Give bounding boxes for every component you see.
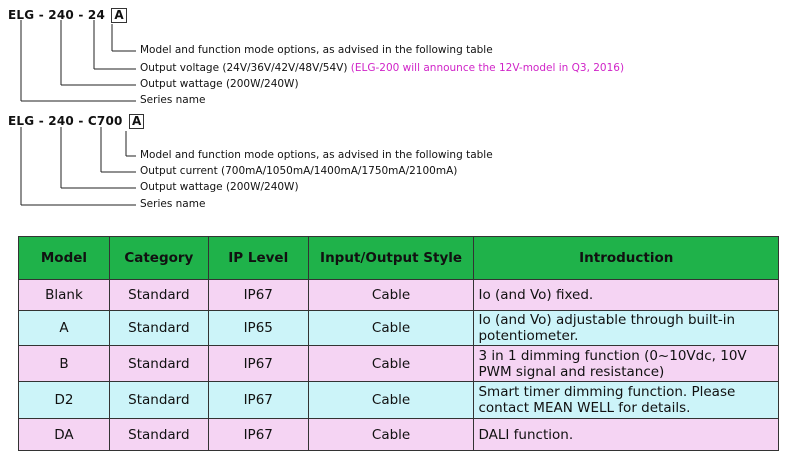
label-series-name: Series name [140,198,206,210]
cell-io-style: Cable [308,419,474,451]
connector-lines [0,0,785,225]
cell-io-style: Cable [308,382,474,419]
code-wattage: 240 [48,8,74,22]
label-options: Model and function mode options, as advised in the following table [140,149,493,161]
header-ip-level: IP Level [208,237,308,280]
cell-category: Standard [109,346,208,382]
model-code-current: ELG - 240 - C700 A [8,114,144,129]
cell-category: Standard [109,280,208,311]
cell-introduction: DALI function. [474,419,779,451]
label-output-current: Output current (700mA/1050mA/1400mA/1750mA/2100mA) [140,165,458,177]
label-output-voltage-text: Output voltage (24V/36V/42V/48V/54V) [140,62,348,74]
code-series: ELG [8,114,35,128]
cell-model: Blank [19,280,110,311]
code-wattage: 240 [48,114,74,128]
label-options: Model and function mode options, as advised in the following table [140,44,493,56]
label-output-voltage [140,62,624,74]
label-output-wattage: Output wattage (200W/240W) [140,181,299,193]
cell-introduction: Io (and Vo) fixed. [474,280,779,311]
function-mode-table [18,236,779,451]
cell-model: B [19,346,110,382]
table-header-row [19,237,779,280]
cell-ip-level: IP67 [208,382,308,419]
cell-ip-level: IP67 [208,419,308,451]
cell-introduction: Io (and Vo) adjustable through built-in potentiometer. [474,311,779,346]
cell-model: DA [19,419,110,451]
code-voltage: 24 [87,8,105,22]
table-row [19,419,779,451]
cell-ip-level: IP67 [208,280,308,311]
label-series-name: Series name [140,94,206,106]
header-model: Model [19,237,110,280]
table-row [19,346,779,382]
label-voltage-note: (ELG-200 will announce the 12V-model in Q3, 2016) [350,62,625,74]
cell-category: Standard [109,382,208,419]
code-series: ELG [8,8,35,22]
cell-io-style: Cable [308,280,474,311]
code-option-box: A [129,114,145,129]
model-code-voltage: ELG - 240 - 24 A [8,8,127,23]
code-current: C700 [87,114,123,128]
header-introduction: Introduction [474,237,779,280]
cell-model: A [19,311,110,346]
cell-io-style: Cable [308,311,474,346]
model-encoding-diagrams [0,0,785,225]
cell-category: Standard [109,311,208,346]
cell-ip-level: IP65 [208,311,308,346]
header-category: Category [109,237,208,280]
header-io-style: Input/Output Style [308,237,474,280]
table-row [19,382,779,419]
cell-category: Standard [109,419,208,451]
table-row [19,280,779,311]
table-row [19,311,779,346]
code-option-box: A [111,8,127,23]
cell-ip-level: IP67 [208,346,308,382]
cell-introduction: 3 in 1 dimming function (0~10Vdc, 10V PWM signal and resistance) [474,346,779,382]
cell-io-style: Cable [308,346,474,382]
label-output-wattage: Output wattage (200W/240W) [140,78,299,90]
cell-model: D2 [19,382,110,419]
cell-introduction: Smart timer dimming function. Please contact MEAN WELL for details. [474,382,779,419]
